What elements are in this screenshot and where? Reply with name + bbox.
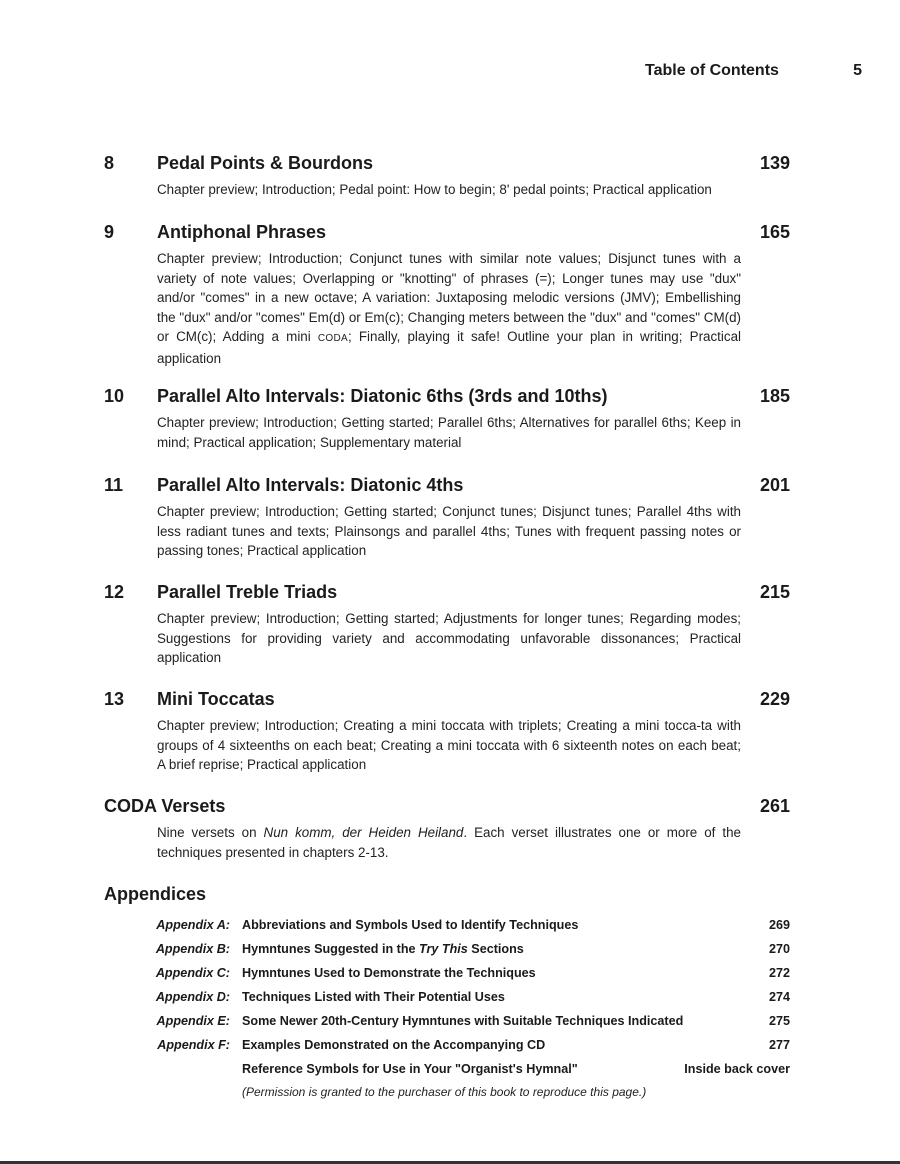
running-head xyxy=(600,62,862,84)
chapter-page: 185 xyxy=(759,386,790,406)
appendix-page: 275 xyxy=(768,1014,790,1028)
appendix-entry-f[interactable] xyxy=(104,1036,790,1060)
appendix-title-part: Hymntunes Suggested in the xyxy=(242,942,420,956)
coda-title: CODA Versets xyxy=(104,796,226,816)
chapter-number: 12 xyxy=(104,582,125,602)
chapter-page: 215 xyxy=(759,582,790,602)
toc-entry-chapter-11[interactable] xyxy=(104,475,790,561)
appendix-label: Appendix E: xyxy=(156,1014,230,1028)
appendix-label: Appendix B: xyxy=(155,942,230,956)
appendix-title xyxy=(242,942,524,956)
appendices-list xyxy=(104,916,790,1084)
toc-entry-chapter-10[interactable] xyxy=(104,386,790,452)
appendix-entry-e[interactable] xyxy=(104,1012,790,1036)
small-caps-coda: CODA xyxy=(317,333,348,344)
appendix-page: 277 xyxy=(768,1038,790,1052)
chapter-page: 165 xyxy=(759,222,790,242)
chapter-title: Pedal Points & Bourdons xyxy=(157,153,374,173)
appendix-title: Some Newer 20th-Century Hymntunes with Suitable Techniques Indicated xyxy=(242,1014,684,1028)
chapter-title: Parallel Treble Triads xyxy=(157,582,338,602)
permission-note: (Permission is granted to the purchaser of this book to reproduce this page.) xyxy=(242,1085,647,1099)
chapter-page: 201 xyxy=(759,475,790,495)
chapter-number: 9 xyxy=(104,222,115,242)
chapter-title: Parallel Alto Intervals: Diatonic 6ths (3rds and 10ths) xyxy=(157,386,608,406)
chapter-description: Chapter preview; Introduction; Getting started; Parallel 6ths; Alternatives for parallel 6ths; Keep in mind; Practical application; Supplementary material xyxy=(157,415,741,450)
chapter-description: Chapter preview; Introduction; Pedal point: How to begin; 8' pedal points; Practical application xyxy=(157,182,712,197)
chapter-number: 10 xyxy=(104,386,125,406)
appendix-page: 269 xyxy=(768,918,790,932)
appendix-page: Inside back cover xyxy=(684,1062,790,1076)
toc-entry-coda[interactable] xyxy=(104,796,790,862)
chapter-description-part: Chapter preview; Introduction; Conjunct tunes with similar note values; Disjunct tunes with a variety of note values; Overlapping or "knotting" of phrases (=); Longer tunes may use "dux" and/or "comes" in a new octave; A variation: Juxtaposing melodic versions (JMV); Embellishing the "dux" and/or "comes" Em(d) or Em(c); Changing meters between the "dux" and "comes" CM(d) or CM(c); Adding a mini xyxy=(157,251,741,344)
coda-hymn-title: Nun komm, der Heiden Heiland xyxy=(263,825,464,840)
chapter-description: Chapter preview; Introduction; Creating a mini toccata with triplets; Creating a mini tocca-ta with groups of 4 sixteenths on each beat; Creating a mini toccata with 6 sixteenth notes on each beat; A brief reprise; Practical application xyxy=(157,718,741,772)
appendix-entry-a[interactable] xyxy=(104,916,790,940)
appendix-title-italic: Try This xyxy=(419,942,468,956)
appendix-page: 270 xyxy=(768,942,790,956)
appendix-label: Appendix D: xyxy=(155,990,230,1004)
chapter-page: 229 xyxy=(759,689,790,709)
toc-entry-chapter-9[interactable] xyxy=(104,222,790,368)
coda-description-part: . Each verset illustrates one or more of the techniques presented in chapters 2-13. xyxy=(157,825,741,860)
appendix-title: Techniques Listed with Their Potential Uses xyxy=(242,990,505,1004)
appendix-title: Reference Symbols for Use in Your "Organist's Hymnal" xyxy=(242,1062,578,1076)
appendix-entry-d[interactable] xyxy=(104,988,790,1012)
chapter-description-part: ; Finally, playing it safe! Outline your plan in writing; Practical application xyxy=(157,329,741,366)
chapter-description: Chapter preview; Introduction; Getting started; Conjunct tunes; Disjunct tunes; Parallel 4ths with less radiant tunes and texts; Plainsongs and parallel 4ths; Tunes with frequent passing notes or passing tones; Practical application xyxy=(157,504,741,558)
appendix-page: 274 xyxy=(768,990,790,1004)
appendix-entry-c[interactable] xyxy=(104,964,790,988)
appendices-heading: Appendices xyxy=(104,884,207,904)
appendix-title-part: Sections xyxy=(467,942,524,956)
toc-entry-chapter-13[interactable] xyxy=(104,689,790,775)
chapter-page: 139 xyxy=(759,153,790,173)
chapter-title: Mini Toccatas xyxy=(157,689,275,709)
coda-description xyxy=(157,823,741,862)
page-number: 5 xyxy=(853,62,862,79)
chapter-number: 13 xyxy=(104,689,125,709)
reference-symbols-entry[interactable] xyxy=(104,1060,790,1084)
running-head-title: Table of Contents xyxy=(645,62,779,79)
toc-entry-chapter-8[interactable] xyxy=(104,153,790,200)
chapter-title: Parallel Alto Intervals: Diatonic 4ths xyxy=(157,475,464,495)
appendix-title: Examples Demonstrated on the Accompanying CD xyxy=(242,1038,546,1052)
toc-entry-chapter-12[interactable] xyxy=(104,582,790,668)
chapter-title: Antiphonal Phrases xyxy=(157,222,327,242)
coda-page: 261 xyxy=(759,796,790,816)
appendix-label: Appendix F: xyxy=(157,1038,230,1052)
appendix-title: Abbreviations and Symbols Used to Identify Techniques xyxy=(242,918,579,932)
chapter-description xyxy=(157,249,741,368)
appendix-label: Appendix C: xyxy=(155,966,230,980)
chapter-number: 11 xyxy=(104,475,124,495)
chapter-number: 8 xyxy=(104,153,115,173)
appendix-title: Hymntunes Used to Demonstrate the Techniques xyxy=(242,966,536,980)
chapter-description: Chapter preview; Introduction; Getting started; Adjustments for longer tunes; Regarding modes; Suggestions for providing variety and accommodating unfavorable dissonances; Practical application xyxy=(157,611,741,665)
appendix-page: 272 xyxy=(768,966,790,980)
appendix-label: Appendix A: xyxy=(156,918,230,932)
coda-description-part: Nine versets on xyxy=(157,825,264,840)
appendix-entry-b[interactable] xyxy=(104,940,790,964)
